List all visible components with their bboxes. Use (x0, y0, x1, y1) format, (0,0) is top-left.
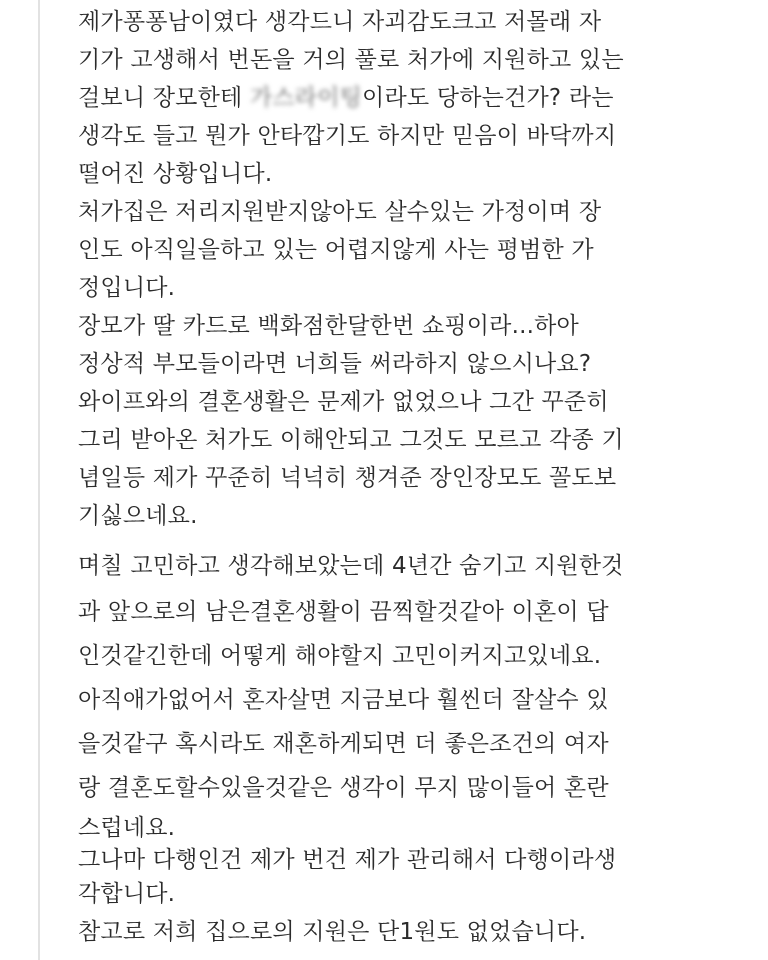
post-line: 그나마 다행인건 제가 번건 제가 관리해서 다행이라생 (78, 847, 617, 873)
post-line: 와이프와의 결혼생활은 문제가 없었으나 그간 꾸준히 (78, 389, 609, 415)
post-line: 정상적 부모들이라면 너희들 써라하지 않으시나요? (78, 351, 592, 377)
post-line: 정입니다. (78, 275, 176, 301)
post-line-segment: 걸보니 장모한테 (78, 85, 250, 111)
post-line: 기가 고생해서 번돈을 거의 풀로 처가에 지원하고 있는 (78, 47, 624, 73)
post-line: 랑 결혼도할수있을것같은 생각이 무지 많이들어 혼란 (78, 775, 609, 801)
post-left-border (38, 0, 40, 960)
post-line: 처가집은 저리지원받지않아도 살수있는 가정이며 장 (78, 199, 602, 225)
post-line: 념일등 제가 꾸준히 넉넉히 챙겨준 장인장모도 꼴도보 (78, 465, 617, 491)
post-line: 장모가 딸 카드로 백화점한달한번 쇼핑이라...하아 (78, 313, 579, 339)
post-line (78, 80, 614, 116)
post-line: 인도 아직일을하고 있는 어렵지않게 사는 평범한 가 (78, 237, 594, 263)
post-line: 그리 받아온 처가도 이해안되고 그것도 모르고 각종 기 (78, 427, 624, 453)
post-line: 인것같긴한데 어떻게 해야할지 고민이커지고있네요. (78, 643, 602, 669)
post-line: 과 앞으로의 남은결혼생활이 끔찍할것같아 이혼이 답 (78, 599, 609, 625)
post-line-segment: 이라도 당하는건가? 라는 (362, 85, 614, 111)
post-line: 스럽네요. (78, 815, 176, 841)
post-line: 기싫으네요. (78, 503, 198, 529)
blurred-word: 가스라이팅 (249, 85, 363, 111)
post-line: 생각도 들고 뭔가 안타깝기도 하지만 믿음이 바닥까지 (78, 123, 617, 149)
post-line: 떨어진 상황입니다. (78, 161, 273, 187)
post-line: 아직애가없어서 혼자살면 지금보다 훨씬더 잘살수 있 (78, 687, 609, 713)
post-line: 참고로 저희 집으로의 지원은 단1원도 없었습니다. (78, 919, 587, 945)
post-line: 제가퐁퐁남이였다 생각드니 자괴감도크고 저몰래 자 (78, 9, 602, 35)
post-line: 며칠 고민하고 생각해보았는데 4년간 숨기고 지원한것 (78, 553, 624, 579)
post-line: 각합니다. (78, 881, 176, 907)
post-line: 을것같구 혹시라도 재혼하게되면 더 좋은조건의 여자 (78, 731, 609, 757)
post-body (78, 0, 738, 960)
